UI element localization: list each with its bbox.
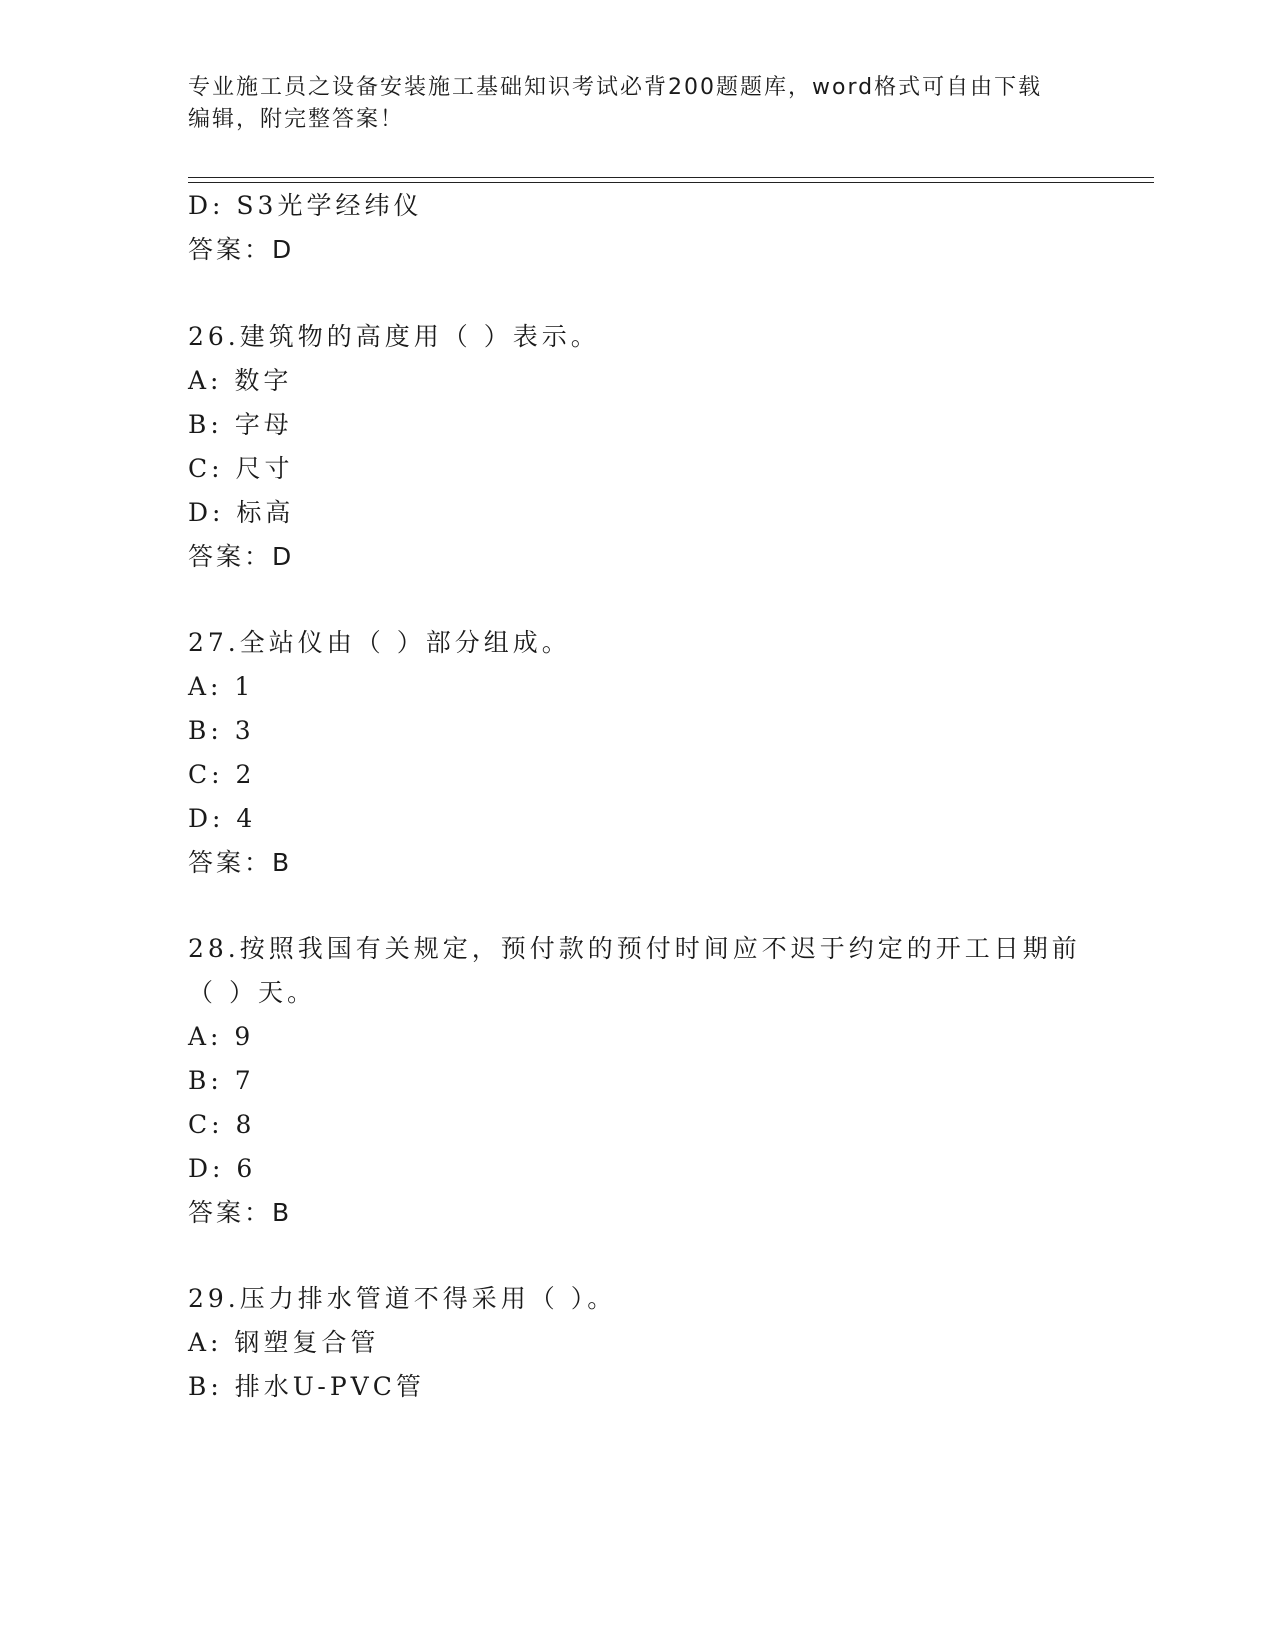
option-d: D: 6 <box>188 1154 257 1183</box>
question-stem: 27.全站仪由（ ）部分组成。 <box>188 628 571 657</box>
option-c: C: 2 <box>188 760 256 789</box>
option-a: A: 钢塑复合管 <box>188 1328 380 1357</box>
option-b: B: 字母 <box>188 410 293 439</box>
option-b: B: 排水U-PVC管 <box>188 1372 425 1401</box>
option-b: B: 7 <box>188 1066 255 1095</box>
option-c: C: 尺寸 <box>188 454 294 483</box>
option-a: A: 数字 <box>188 366 293 395</box>
document-header <box>188 72 1068 136</box>
option-c: C: 8 <box>188 1110 256 1139</box>
question-stem: 26.建筑物的高度用（ ）表示。 <box>188 322 600 351</box>
question-stem: 29.压力排水管道不得采用（ ）。 <box>188 1284 617 1313</box>
option-a: A: 1 <box>188 672 255 701</box>
question-stem-continuation: （ ）天。 <box>188 978 316 1007</box>
header-line-1: 专业施工员之设备安装施工基础知识考试必背200题题库，word格式可自由下载 <box>188 75 1043 100</box>
option-b: B: 3 <box>188 716 255 745</box>
option-a: A: 9 <box>188 1022 255 1051</box>
question-stem: 28.按照我国有关规定，预付款的预付时间应不迟于约定的开工日期前 <box>188 934 1081 963</box>
answer-line: 答案：B <box>188 848 293 877</box>
option-d: D: 4 <box>188 804 257 833</box>
answer-line: 答案：D <box>188 542 295 571</box>
option-d: D: 标高 <box>188 498 295 527</box>
option-d: D: S3光学经纬仪 <box>188 191 423 220</box>
answer-line: 答案：B <box>188 1198 293 1227</box>
answer-line: 答案：D <box>188 235 295 264</box>
header-divider-bottom <box>188 182 1154 183</box>
header-divider-top <box>188 177 1154 178</box>
header-line-2: 编辑，附完整答案！ <box>188 107 405 132</box>
